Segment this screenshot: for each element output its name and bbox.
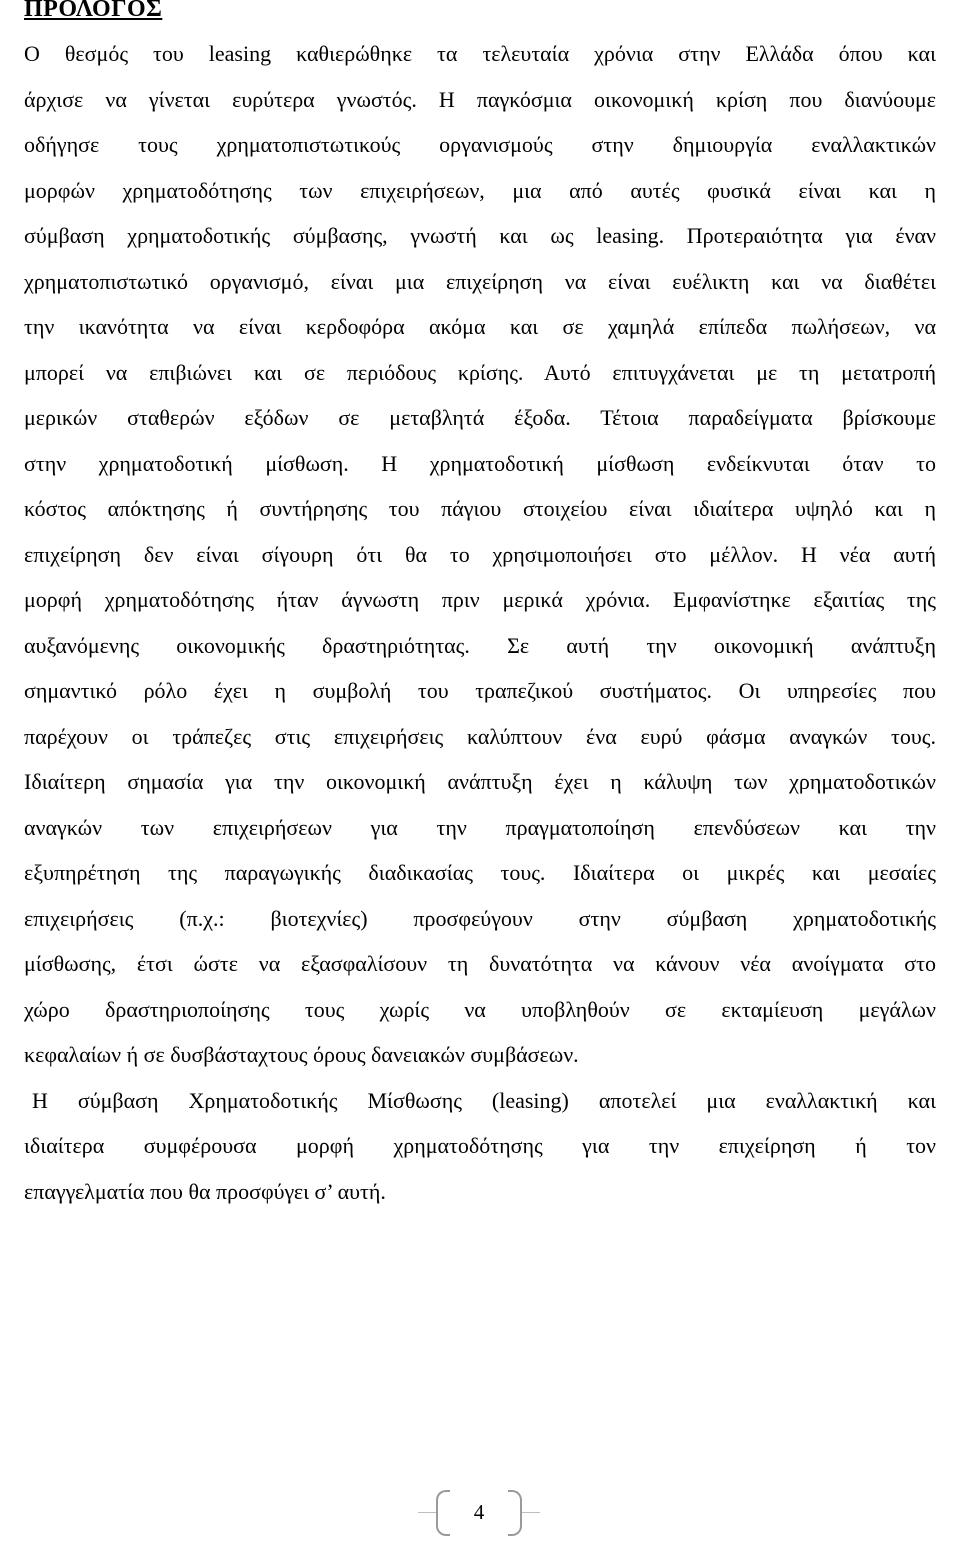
text-line: σύμβαση χρηματοδοτικής σύμβασης, γνωστή και ως leasing. Προτεραιότητα για έναν (24, 223, 936, 248)
text-line: μπορεί να επιβιώνει και σε περιόδους κρίσης. Αυτό επιτυγχάνεται με τη μετατροπή (24, 359, 936, 385)
text-line: μίσθωσης, έτσι ώστε να εξασφαλίσουν τη δυνατότητα να κάνουν νέα ανοίγματα στο (24, 951, 936, 976)
text-line: σημαντικό ρόλο έχει η συμβολή του τραπεζικού συστήματος. Οι υπηρεσίες που (24, 678, 936, 703)
text-line: οδήγησε τους χρηματοπιστωτικούς οργανισμούς στην δημιουργία εναλλακτικών (24, 132, 936, 157)
text-line: επαγγελματία που θα προσφύγει σ’ αυτή. (24, 1178, 386, 1204)
text-line: ιδιαίτερα συμφέρουσα μορφή χρηματοδότησης για την επιχείρηση ή τον (24, 1133, 936, 1158)
right-brace-icon (508, 1490, 522, 1536)
text-line: εξυπηρέτηση της παραγωγικής διαδικασίας τους. Ιδιαίτερα οι μικρές και μεσαίες (24, 860, 936, 885)
text-line: χρηματοπιστωτικό οργανισμό, είναι μια επιχείρηση να είναι ευέλικτη και να διαθέτει (24, 268, 936, 294)
text-line: την ικανότητα να είναι κερδοφόρα ακόμα και σε χαμηλά επίπεδα πωλήσεων, να (24, 314, 936, 339)
text-line: χώρο δραστηριοποίησης τους χωρίς να υποβληθούν σε εκταμίευση μεγάλων (24, 996, 936, 1022)
page-heading: ΠΡΟΛΟΓΟΣ (24, 0, 163, 22)
text-line: στην χρηματοδοτική μίσθωση. Η χρηματοδοτική μίσθωση ενδείκνυται όταν το (24, 450, 936, 476)
text-line: παρέχουν οι τράπεζες στις επιχειρήσεις καλύπτουν ένα ευρύ φάσμα αναγκών τους. (24, 723, 936, 749)
body-text (24, 31, 936, 1214)
footer-rule-right (522, 1512, 540, 1513)
text-line: επιχείρηση δεν είναι σίγουρη ότι θα το χρησιμοποιήσει στο μέλλον. Η νέα αυτή (24, 541, 936, 567)
text-line: αναγκών των επιχειρήσεων για την πραγματοποίηση επενδύσεων και την (24, 814, 936, 840)
page-number-footer (418, 1484, 540, 1540)
text-line: μορφή χρηματοδότησης ήταν άγνωστη πριν μερικά χρόνια. Εμφανίστηκε εξαιτίας της (24, 587, 936, 612)
text-line: επιχειρήσεις (π.χ.: βιοτεχνίες) προσφεύγουν στην σύμβαση χρηματοδοτικής (24, 905, 936, 931)
text-line: αυξανόμενης οικονομικής δραστηριότητας. Σε αυτή την οικονομική ανάπτυξη (24, 632, 936, 658)
text-line: Ο θεσμός του leasing καθιερώθηκε τα τελευταία χρόνια στην Ελλάδα όπου και (24, 41, 936, 66)
text-line: Ιδιαίτερη σημασία για την οικονομική ανάπτυξη έχει η κάλυψη των χρηματοδοτικών (24, 769, 936, 794)
text-line: μερικών σταθερών εξόδων σε μεταβλητά έξοδα. Τέτοια παραδείγματα βρίσκουμε (24, 405, 936, 430)
text-line: μορφών χρηματοδότησης των επιχειρήσεων, μια από αυτές φυσικά είναι και η (24, 177, 936, 203)
text-line: Η σύμβαση Χρηματοδοτικής Μίσθωσης (leasing) αποτελεί μια εναλλακτική και (32, 1087, 936, 1113)
text-line: κόστος απόκτησης ή συντήρησης του πάγιου στοιχείου είναι ιδιαίτερα υψηλό και η (24, 496, 936, 521)
text-line: κεφαλαίων ή σε δυσβάσταχτους όρους δανειακών συμβάσεων. (24, 1042, 579, 1067)
text-line: άρχισε να γίνεται ευρύτερα γνωστός. Η παγκόσμια οικονομική κρίση που διανύουμε (24, 86, 936, 112)
page-number: 4 (473, 1500, 485, 1524)
